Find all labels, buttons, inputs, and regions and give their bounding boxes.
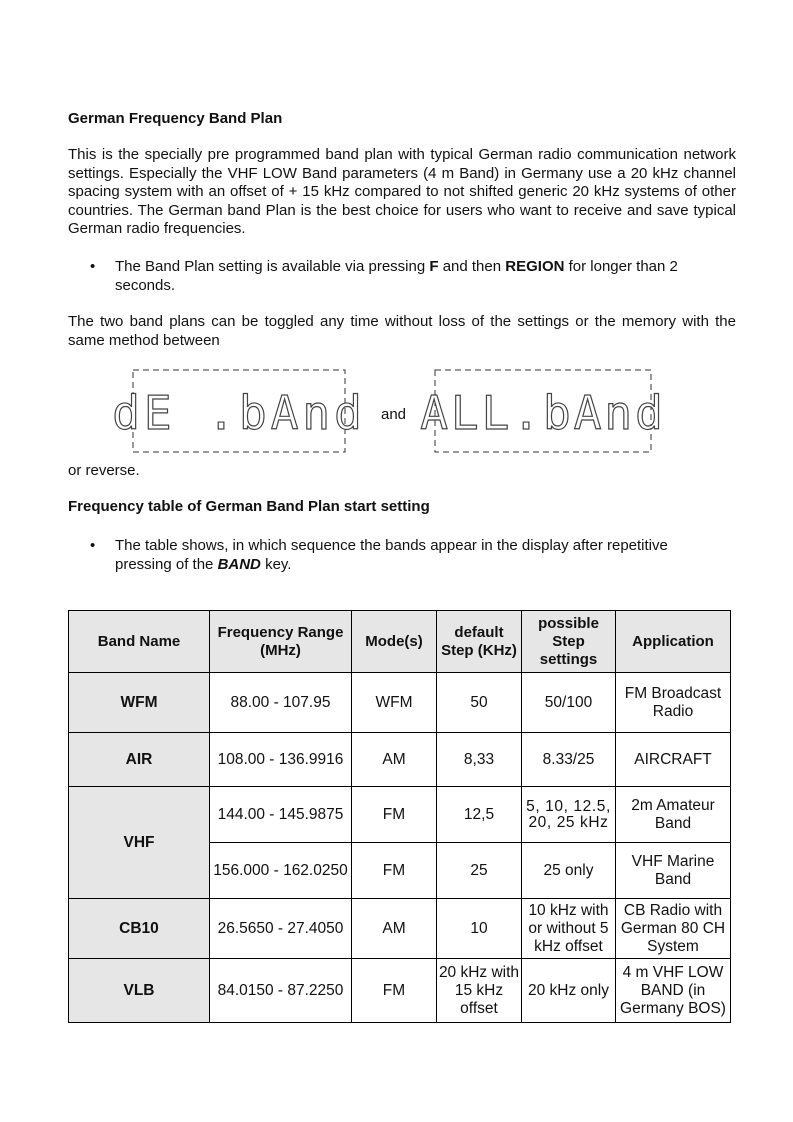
bullet2-text-post: key.	[260, 555, 292, 573]
bullet-region-setting	[115, 258, 735, 295]
default-step: 25	[437, 843, 522, 899]
possible-steps: 10 kHz with or without 5 kHz offset	[522, 899, 616, 959]
band-name: WFM	[69, 673, 210, 733]
application: VHF Marine Band	[616, 843, 731, 899]
header-application: Application	[616, 611, 731, 673]
mode: FM	[352, 843, 437, 899]
and-label: and	[381, 406, 407, 423]
band-name: AIR	[69, 733, 210, 787]
default-step: 8,33	[437, 733, 522, 787]
intro-paragraph: This is the specially pre programmed band plan with typical German radio communication network settings. Especially the VHF LOW Band parameters (4 m Band) in Germany use a 20 kHz channel spacing system with an offset of + 15 kHz compared to not shifted generic 20 kHz systems of other countries. The German band Plan is the best choice for users who want to receive and save typical German radio frequencies.	[68, 146, 736, 237]
application: AIRCRAFT	[616, 733, 731, 787]
table-heading: Frequency table of German Band Plan start setting	[68, 498, 430, 515]
table-row	[69, 959, 731, 1023]
mode: FM	[352, 959, 437, 1023]
application: CB Radio with German 80 CH System	[616, 899, 731, 959]
key-band: BAND	[217, 555, 261, 573]
table-row	[69, 899, 731, 959]
frequency-range: 88.00 - 107.95	[210, 673, 352, 733]
possible-steps: 50/100	[522, 673, 616, 733]
lcd-text-all-band: ALL.bAnd	[420, 386, 666, 440]
table-row	[69, 787, 731, 843]
possible-steps: 8.33/25	[522, 733, 616, 787]
default-step: 20 kHz with 15 kHz offset	[437, 959, 522, 1023]
frequency-range: 26.5650 - 27.4050	[210, 899, 352, 959]
page-title: German Frequency Band Plan	[68, 110, 283, 127]
mode: FM	[352, 787, 437, 843]
default-step: 12,5	[437, 787, 522, 843]
mode: AM	[352, 733, 437, 787]
bullet2-text-pre: The table shows, in which sequence the bands appear in the display after repetitive pressing of the	[115, 537, 668, 573]
frequency-range: 156.000 - 162.0250	[210, 843, 352, 899]
bullet-dot: •	[90, 258, 96, 275]
bullet-band-sequence	[115, 537, 715, 574]
default-step: 50	[437, 673, 522, 733]
default-step: 10	[437, 899, 522, 959]
frequency-range: 108.00 - 136.9916	[210, 733, 352, 787]
bullet-text-pre: The Band Plan setting is available via pressing	[115, 258, 430, 275]
toggle-paragraph: The two band plans can be toggled any time without loss of the settings or the memory with the same method between	[68, 313, 736, 349]
mode: WFM	[352, 673, 437, 733]
table-row	[69, 673, 731, 733]
application: 2m Amateur Band	[616, 787, 731, 843]
band-name: VHF	[69, 787, 210, 899]
possible-steps: 5, 10, 12.5, 20, 25 kHz	[522, 787, 616, 843]
band-name: VLB	[69, 959, 210, 1023]
header-frequency-range: Frequency Range (MHz)	[210, 611, 352, 673]
table-row	[69, 733, 731, 787]
lcd-display-all-band	[420, 369, 666, 453]
frequency-range: 84.0150 - 87.2250	[210, 959, 352, 1023]
header-possible-steps: possible Step settings	[522, 611, 616, 673]
bullet-text-post: for longer than 2 seconds.	[115, 258, 678, 294]
frequency-table	[68, 610, 731, 1023]
mode: AM	[352, 899, 437, 959]
possible-steps: 20 kHz only	[522, 959, 616, 1023]
table-header-row	[69, 611, 731, 673]
header-modes: Mode(s)	[352, 611, 437, 673]
bullet-dot: •	[90, 537, 96, 554]
band-name: CB10	[69, 899, 210, 959]
key-f: F	[429, 258, 439, 275]
lcd-text-de-band: dE .bAnd	[112, 386, 366, 440]
key-region: REGION	[505, 258, 565, 275]
application: 4 m VHF LOW BAND (in Germany BOS)	[616, 959, 731, 1023]
reverse-text: or reverse.	[68, 462, 140, 479]
possible-steps: 25 only	[522, 843, 616, 899]
application: FM Broadcast Radio	[616, 673, 731, 733]
frequency-range: 144.00 - 145.9875	[210, 787, 352, 843]
header-band-name: Band Name	[69, 611, 210, 673]
bullet-text-mid: and then	[438, 258, 506, 275]
lcd-display-de-band	[112, 369, 366, 453]
header-default-step: default Step (KHz)	[437, 611, 522, 673]
